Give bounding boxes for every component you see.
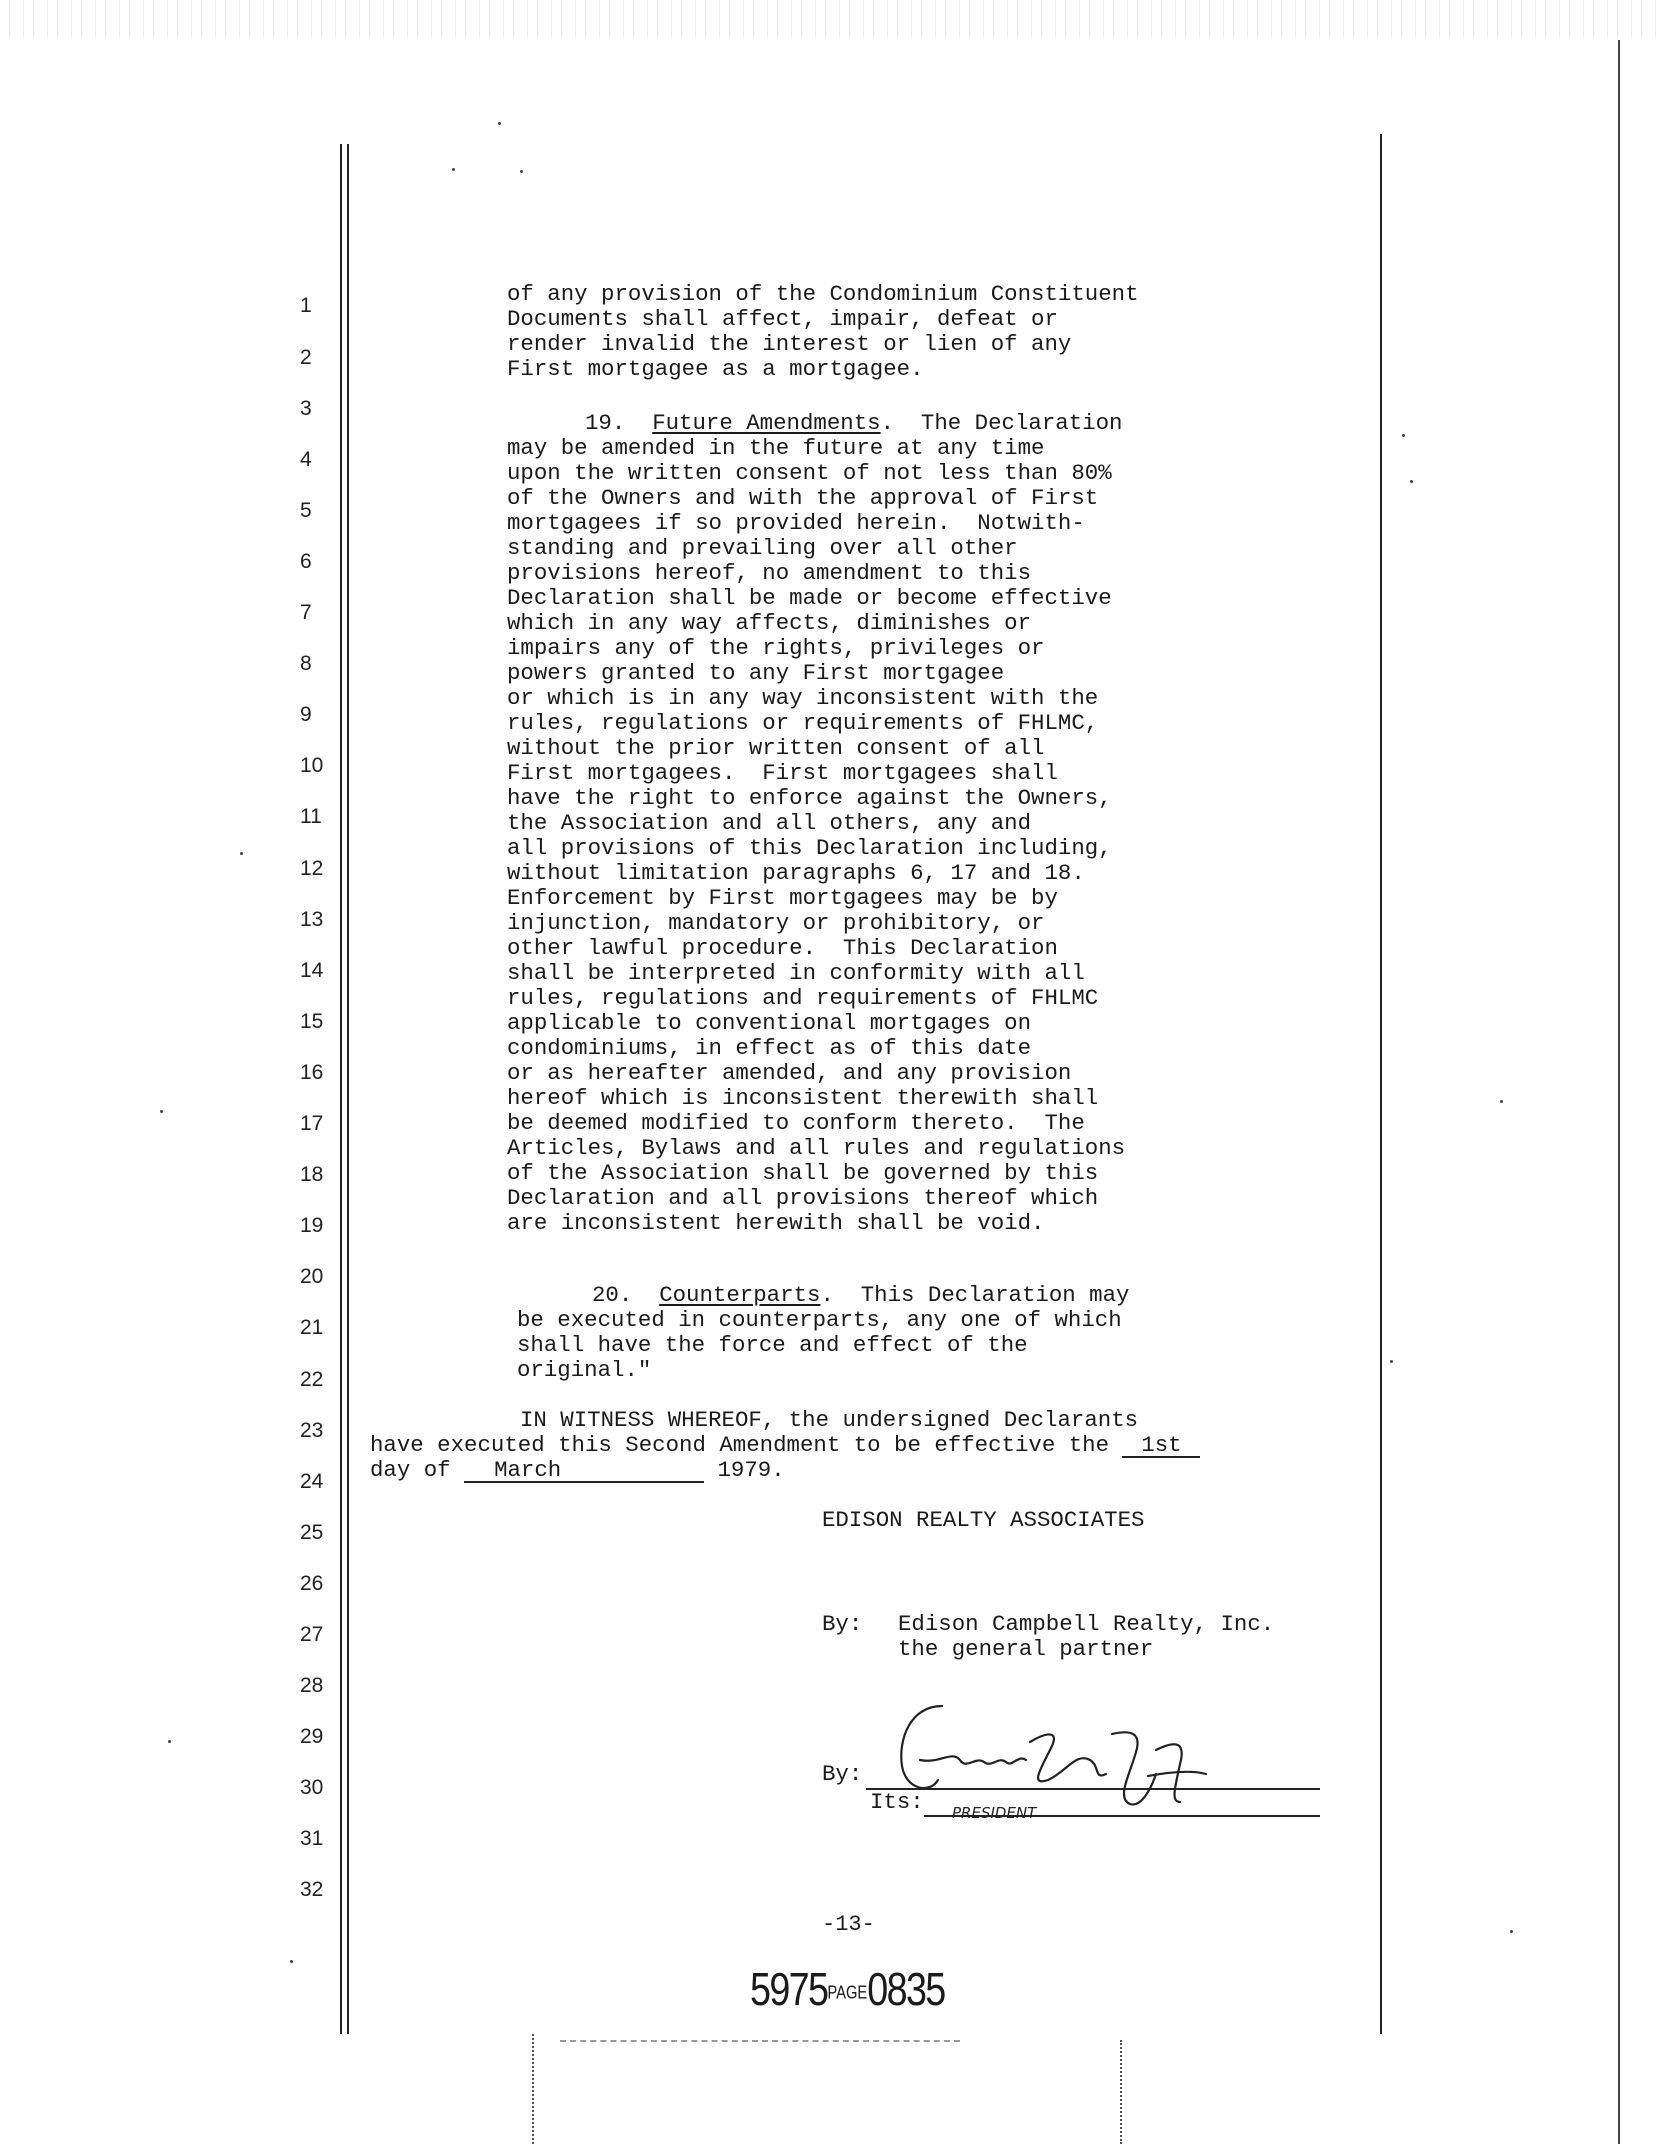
- line-number: 14: [300, 959, 324, 982]
- entity-name: EDISON REALTY ASSOCIATES: [822, 1507, 1145, 1533]
- page-word: PAGE: [827, 1982, 868, 2003]
- text-line: hereof which is inconsistent therewith shall: [507, 1085, 1099, 1111]
- text-line: Declaration and all provisions thereof which: [507, 1185, 1099, 1211]
- its-label: Its:: [870, 1789, 924, 1815]
- section-number: 19.: [585, 410, 626, 436]
- line-number: 23: [300, 1419, 324, 1442]
- left-margin-rule-inner: [347, 144, 349, 2034]
- line-number: 27: [300, 1623, 324, 1646]
- text-line: be deemed modified to conform thereto. The: [507, 1110, 1085, 1136]
- line-number: 15: [300, 1010, 324, 1033]
- line-number: 9: [300, 703, 312, 726]
- scan-speck: [498, 122, 501, 125]
- line-number: 8: [300, 652, 312, 675]
- text-line: impairs any of the rights, privileges or: [507, 635, 1045, 661]
- scan-artifact-dash: [560, 2040, 960, 2042]
- line-number: 3: [300, 397, 312, 420]
- effective-month-blank: March: [464, 1459, 704, 1483]
- book-page-stamp: [750, 1962, 945, 2016]
- text-line: the Association and all others, any and: [507, 810, 1032, 836]
- scan-speck: [1410, 480, 1413, 483]
- section-heading-rest: . The Declaration: [880, 410, 1123, 436]
- line-number: 16: [300, 1061, 324, 1084]
- text-line: or which is in any way inconsistent with the: [507, 685, 1099, 711]
- line-number: 22: [300, 1368, 324, 1391]
- page-edge-line: [1618, 40, 1620, 2144]
- text-line: of the Association shall be governed by this: [507, 1160, 1099, 1186]
- text-line: mortgagees if so provided herein. Notwith-: [507, 510, 1085, 536]
- line-number: 24: [300, 1470, 324, 1493]
- line-number: 10: [300, 754, 324, 777]
- section-number: 20.: [592, 1282, 633, 1308]
- line-number: 13: [300, 908, 324, 931]
- scan-speck: [160, 1110, 163, 1113]
- line-number: 1: [300, 294, 312, 317]
- scan-speck: [1390, 1360, 1393, 1363]
- text-line: be executed in counterparts, any one of which: [517, 1307, 1122, 1333]
- text-line: [370, 1433, 1200, 1458]
- text-line: Articles, Bylaws and all rules and regulations: [507, 1135, 1126, 1161]
- signature-stroke: [1112, 1732, 1156, 1804]
- line-number: 5: [300, 499, 312, 522]
- scan-speck: [240, 852, 243, 855]
- text-line: standing and prevailing over all other: [507, 535, 1018, 561]
- signature-stroke: [1030, 1734, 1106, 1781]
- witness-line3-prefix: day of: [370, 1457, 451, 1483]
- scan-artifact-dotted: [1120, 2040, 1122, 2144]
- text-line: injunction, mandatory or prohibitory, or: [507, 910, 1045, 936]
- line-number: 12: [300, 857, 324, 880]
- text-line: of the Owners and with the approval of First: [507, 485, 1099, 511]
- text-line: Enforcement by First mortgagees may be by: [507, 885, 1058, 911]
- text-line: of any provision of the Condominium Constituent: [507, 281, 1139, 307]
- text-line: upon the written consent of not less than 80%: [507, 460, 1112, 486]
- text-line: powers granted to any First mortgagee: [507, 660, 1005, 686]
- line-number: 18: [300, 1163, 324, 1186]
- handwritten-title-president: PRESIDENT: [952, 1804, 1037, 1822]
- left-margin-rule: [340, 144, 342, 2034]
- text-line: shall have the force and effect of the: [517, 1332, 1028, 1358]
- line-number: 21: [300, 1316, 324, 1339]
- text-line: Documents shall affect, impair, defeat or: [507, 306, 1058, 332]
- text-line: which in any way affects, diminishes or: [507, 610, 1032, 636]
- scan-artifact-dotted: [532, 2034, 534, 2144]
- text-line: all provisions of this Declaration including,: [507, 835, 1112, 861]
- text-line: or as hereafter amended, and any provision: [507, 1060, 1072, 1086]
- text-line: First mortgagees. First mortgagees shall: [507, 760, 1058, 786]
- section-heading: Counterparts: [659, 1282, 821, 1308]
- scan-speck: [290, 1960, 293, 1963]
- page-number: -13-: [822, 1912, 875, 1937]
- scan-speck: [520, 170, 523, 173]
- text-line: provisions hereof, no amendment to this: [507, 560, 1032, 586]
- line-number: 7: [300, 601, 312, 624]
- line-number: 25: [300, 1521, 324, 1544]
- scan-speck: [1402, 434, 1405, 437]
- line-number: 30: [300, 1776, 324, 1799]
- text-line: First mortgagee as a mortgagee.: [507, 356, 924, 382]
- text-line: may be amended in the future at any time: [507, 435, 1045, 461]
- line-number: 4: [300, 448, 312, 471]
- line-number: 6: [300, 550, 312, 573]
- right-margin-rule: [1380, 134, 1382, 2034]
- line-number: 28: [300, 1674, 324, 1697]
- text-line: applicable to conventional mortgages on: [507, 1010, 1032, 1036]
- scan-artifact-top: [0, 0, 1664, 38]
- effective-year: 1979.: [717, 1457, 785, 1483]
- text-line: other lawful procedure. This Declaration: [507, 935, 1058, 961]
- by-entity-name: Edison Campbell Realty, Inc.: [898, 1611, 1275, 1637]
- text-line: Declaration shall be made or become effective: [507, 585, 1112, 611]
- text-line: rules, regulations and requirements of FHLMC: [507, 985, 1099, 1011]
- line-number: 29: [300, 1725, 324, 1748]
- text-line: [370, 1458, 785, 1483]
- text-line: render invalid the interest or lien of any: [507, 331, 1072, 357]
- by-entity-role: the general partner: [898, 1636, 1154, 1662]
- line-number: 26: [300, 1572, 324, 1595]
- line-number: 19: [300, 1214, 324, 1237]
- scan-speck: [452, 168, 455, 171]
- text-line: IN WITNESS WHEREOF, the undersigned Declarants: [520, 1407, 1139, 1433]
- scan-speck: [168, 1740, 171, 1743]
- text-line: rules, regulations or requirements of FHLMC,: [507, 710, 1099, 736]
- handwritten-signature: [880, 1690, 1220, 1830]
- text-line: original.": [517, 1357, 652, 1383]
- line-number: 11: [300, 805, 322, 828]
- line-number: 2: [300, 346, 312, 369]
- text-line: are inconsistent herewith shall be void.: [507, 1210, 1045, 1236]
- text-line: condominiums, in effect as of this date: [507, 1035, 1032, 1061]
- line-number: 17: [300, 1112, 324, 1135]
- section-heading: Future Amendments: [652, 410, 881, 436]
- witness-line2-prefix: have executed this Second Amendment to be effective the: [370, 1432, 1110, 1458]
- by-label: By:: [822, 1611, 863, 1637]
- section-heading-rest: . This Declaration may: [820, 1282, 1130, 1308]
- section-heading-line: [592, 1283, 1129, 1308]
- sign-by-label: By:: [822, 1761, 863, 1787]
- book-page-number: 0835: [867, 1963, 945, 2015]
- text-line: have the right to enforce against the Owners,: [507, 785, 1112, 811]
- signature-stroke: [901, 1706, 942, 1788]
- scan-speck: [1510, 1930, 1513, 1933]
- signature-stroke: [920, 1756, 1026, 1763]
- section-heading-line: [585, 411, 1122, 436]
- text-line: without the prior written consent of all: [507, 735, 1045, 761]
- book-number: 5975: [750, 1963, 828, 2015]
- line-number: 31: [300, 1827, 324, 1850]
- effective-day-blank: 1st: [1122, 1434, 1200, 1458]
- text-line: shall be interpreted in conformity with all: [507, 960, 1085, 986]
- scan-speck: [1500, 1100, 1503, 1103]
- line-number: 20: [300, 1265, 324, 1288]
- line-number: 32: [300, 1878, 324, 1901]
- text-line: without limitation paragraphs 6, 17 and 18.: [507, 860, 1085, 886]
